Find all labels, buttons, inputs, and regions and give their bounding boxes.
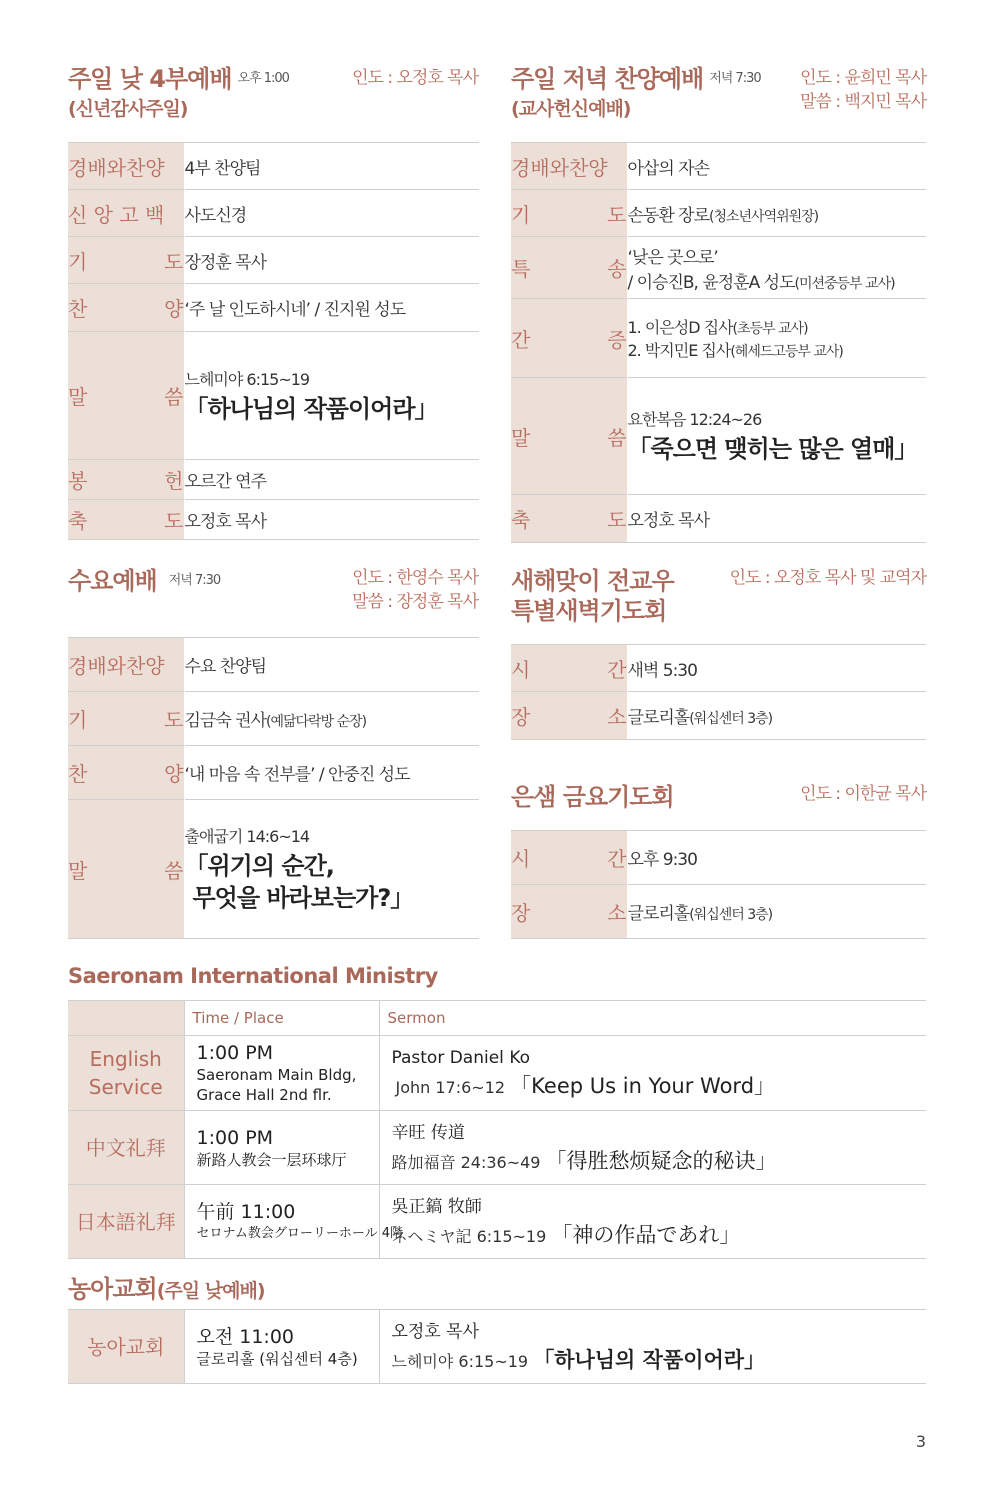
row-value: ‘주 날 인도하시네’ / 진지원 성도	[184, 284, 479, 332]
sunday-evening-header	[511, 64, 761, 121]
international-title: Saeronam International Ministry	[68, 964, 438, 988]
wednesday-time: 저녁 7:30	[168, 573, 221, 588]
sermon-cell	[184, 800, 479, 939]
col-time-header: Time / Place	[184, 1001, 379, 1036]
time-place-cell: 오전 11:00 글로리홀 (워십센터 4층)	[184, 1310, 379, 1384]
sermon-title: 「죽으면 맺히는 많은 열매」	[627, 435, 918, 463]
deaf-table	[68, 1309, 926, 1384]
row-label: 장 소	[511, 885, 627, 939]
friday-prayer-table	[511, 830, 926, 939]
row-label: 말 씀	[68, 800, 184, 939]
sermon-cell: 오정호 목사 느헤미야 6:15~19 「하나님의 작품이어라」	[379, 1310, 926, 1384]
sermon-ref: 느헤미야 6:15~19	[184, 369, 310, 389]
sermon-title-2: 무엇을 바라보는가?」	[192, 884, 414, 912]
row-value: ‘내 마음 속 전부를’ / 안중진 성도	[184, 746, 479, 800]
dawn-prayer-header	[511, 566, 674, 626]
row-value: 오후 9:30	[627, 831, 926, 885]
row-label: 시 간	[511, 831, 627, 885]
sunday-evening-title: 주일 저녁 찬양예배	[511, 65, 704, 93]
sunday-afternoon-table	[68, 142, 479, 540]
wednesday-header	[68, 566, 220, 596]
japanese-service-label: 日本語礼拜	[68, 1185, 184, 1259]
friday-prayer-header	[511, 782, 674, 812]
sunday-evening-subtitle: (교사헌신예배)	[511, 98, 631, 120]
row-label: 간 증	[511, 299, 627, 378]
row-value: 사도신경	[184, 190, 479, 237]
row-label: 시 간	[511, 645, 627, 692]
row-value: 글로리홀(워십센터 3층)	[627, 885, 926, 939]
page-number: 3	[915, 1432, 926, 1451]
chinese-service-label: 中文礼拜	[68, 1111, 184, 1185]
row-label: 특 송	[511, 237, 627, 299]
row-label: 축 도	[511, 495, 627, 543]
sunday-evening-leader: 인도 : 윤희민 목사 말씀 : 백지민 목사	[800, 68, 926, 112]
sunday-afternoon-time: 오후 1:00	[237, 71, 289, 86]
row-value: 4부 찬양팀	[184, 143, 479, 190]
dawn-prayer-title-1: 새해맞이 전교우	[511, 567, 674, 595]
deaf-title-sub: (주일 낮예배)	[156, 1280, 265, 1302]
sermon-cell	[184, 332, 479, 460]
friday-prayer-title: 은샘 금요기도회	[511, 783, 674, 811]
row-label: 신 앙 고 백	[68, 190, 184, 237]
row-value: 새벽 5:30	[627, 645, 926, 692]
row-label: 봉 헌	[68, 460, 184, 500]
english-service-label: English Service	[68, 1036, 184, 1111]
time-place-cell: 1:00 PM Saeronam Main Bldg, Grace Hall 2nd flr.	[184, 1036, 379, 1111]
sermon-ref: 요한복음 12:24~26	[627, 410, 762, 429]
sunday-evening-time: 저녁 7:30	[709, 71, 761, 86]
sermon-cell: 吳正鎬 牧師 ネヘミヤ記 6:15~19 「神の作品であれ」	[379, 1185, 926, 1259]
row-value: ‘낮은 곳으로’ / 이승진B, 윤정훈A 성도(미션중등부 교사)	[627, 237, 926, 299]
sermon-cell: Pastor Daniel Ko John 17:6~12 「Keep Us in Your Word」	[379, 1036, 926, 1111]
sermon-ref: 출애굽기 14:6~14	[184, 827, 310, 846]
row-label: 찬 양	[68, 746, 184, 800]
wednesday-title: 수요예배	[68, 567, 157, 595]
deaf-title: 농아교회	[68, 1275, 157, 1303]
row-value: 손동환 장로(청소년사역위원장)	[627, 190, 926, 237]
wednesday-table	[68, 637, 479, 939]
row-value: 글로리홀(워십센터 3층)	[627, 692, 926, 740]
dawn-prayer-leader: 인도 : 오정호 목사 및 교역자	[729, 568, 926, 588]
time-place-cell: 午前 11:00 セロナム教会グローリーホール 4階	[184, 1185, 379, 1259]
time-place-cell: 1:00 PM 新路人教会一层环球厅	[184, 1111, 379, 1185]
row-label: 기 도	[68, 692, 184, 746]
row-label: 기 도	[511, 190, 627, 237]
sermon-title: 「위기의 순간,	[184, 852, 334, 880]
sunday-afternoon-title: 주일 낮 4부예배	[68, 65, 232, 93]
deaf-header	[68, 1274, 265, 1306]
row-label: 말 씀	[68, 332, 184, 460]
row-value: 김금숙 권사(예닮다락방 순장)	[184, 692, 479, 746]
sunday-afternoon-leader: 인도 : 오정호 목사	[352, 68, 478, 88]
sermon-cell: 辛旺 传道 路加福音 24:36~49 「得胜愁烦疑念的秘诀」	[379, 1111, 926, 1185]
sermon-cell	[627, 378, 926, 495]
sermon-title: 「하나님의 작품이어라」	[184, 394, 438, 423]
sunday-afternoon-header	[68, 64, 289, 121]
col-sermon-header: Sermon	[379, 1001, 926, 1036]
row-label: 장 소	[511, 692, 627, 740]
row-value: 오정호 목사	[184, 500, 479, 540]
row-label: 경배와찬양	[68, 638, 184, 692]
dawn-prayer-table	[511, 644, 926, 740]
wednesday-leader: 인도 : 한영수 목사 말씀 : 장정훈 목사	[352, 568, 478, 612]
sunday-afternoon-subtitle: (신년감사주일)	[68, 98, 188, 120]
row-label: 찬 양	[68, 284, 184, 332]
row-label: 말 씀	[511, 378, 627, 495]
row-label: 경배와찬양	[511, 143, 627, 190]
international-table	[68, 1000, 926, 1259]
friday-prayer-leader: 인도 : 이한균 목사	[800, 784, 926, 804]
row-value: 아삽의 자손	[627, 143, 926, 190]
row-label: 축 도	[68, 500, 184, 540]
row-label: 경배와찬양	[68, 143, 184, 190]
row-value: 오정호 목사	[627, 495, 926, 543]
sunday-evening-table	[511, 142, 926, 543]
row-value: 오르간 연주	[184, 460, 479, 500]
row-value: 수요 찬양팀	[184, 638, 479, 692]
row-value: 장정훈 목사	[184, 237, 479, 284]
row-value: 1. 이은성D 집사(초등부 교사) 2. 박지민E 집사(헤세드고등부 교사)	[627, 299, 926, 378]
row-label: 기 도	[68, 237, 184, 284]
deaf-label: 농아교회	[68, 1310, 184, 1384]
dawn-prayer-title-2: 특별새벽기도회	[511, 597, 667, 625]
